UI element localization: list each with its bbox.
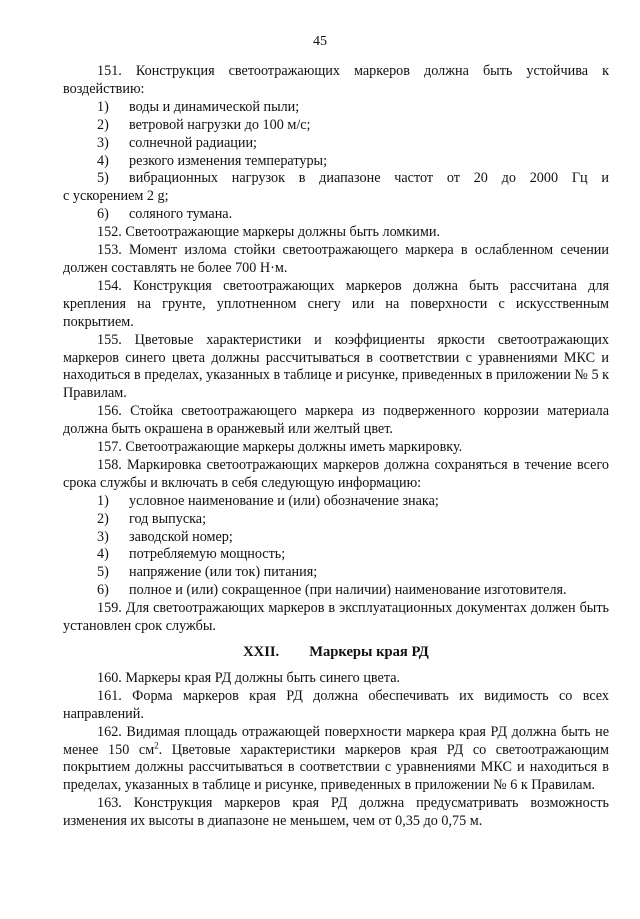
list-item [63, 206, 609, 224]
list-item [63, 117, 609, 135]
paragraph-152: 152. Светоотражающие маркеры должны быть ломкими. [97, 224, 440, 241]
list-item [63, 582, 609, 600]
list-number: 1) [97, 492, 109, 509]
list-item [63, 529, 609, 547]
list-number: 2) [97, 116, 109, 133]
list-text: заводской номер; [129, 528, 233, 545]
list-number: 4) [97, 152, 109, 169]
paragraph-163: 163. Конструкция маркеров края РД должна предусматривать возможность изменения их высоты в диапазоне не меньшем, чем от 0,35 до 0,75 м. [63, 795, 609, 830]
list-number: 5) [97, 564, 109, 581]
list-number: 1) [97, 98, 109, 115]
list-text: ветровой нагрузки до 100 м/с; [129, 116, 311, 133]
list-text: соляного тумана. [129, 206, 233, 223]
list-item [63, 170, 609, 188]
list-number: 4) [97, 546, 109, 563]
list-text: год выпуска; [129, 510, 207, 527]
list-text: воды и динамической пыли; [129, 98, 300, 115]
document-body [63, 63, 609, 831]
paragraph-155: 155. Цветовые характеристики и коэффициенты яркости светоотражающих маркеров синего цвета должны рассчитываться в соответствии с уравнениями МКС и находиться в пределах, указанных в таблице и рисунке, приведенных в приложении № 5 к Правилам. [63, 331, 609, 402]
paragraph-158: 158. Маркировка светоотражающих маркеров должна сохраняться в течение всего срока службы и включать в себя следующую информацию: [63, 456, 609, 491]
paragraph-157: 157. Светоотражающие маркеры должны иметь маркировку. [97, 439, 463, 456]
paragraph-153: 153. Момент излома стойки светоотражающего маркера в ослабленном сечении должен составлять не более 700 Н·м. [63, 242, 609, 276]
list-item [63, 511, 609, 529]
paragraph-159: 159. Для светоотражающих маркеров в эксплуатационных документах должен быть установлен срок службы. [63, 600, 609, 635]
paragraph-154: 154. Конструкция светоотражающих маркеров должна быть рассчитана для крепления на грунте, уплотненном снегу или на поверхности с искусственным покрытием. [63, 277, 609, 330]
paragraph-162-start: 162. Видимая площадь отражающей поверхности маркера края РД должна быть не менее 150 см [63, 723, 609, 758]
list-item-continuation: с ускорением 2 g; [63, 188, 169, 205]
list-item [63, 135, 609, 153]
section-title: Маркеры края РД [309, 644, 429, 660]
list-number: 3) [97, 528, 109, 545]
paragraph-161: 161. Форма маркеров края РД должна обеспечивать их видимость со всех направлений. [63, 687, 609, 722]
list-item [63, 546, 609, 564]
list-text: условное наименование и (или) обозначение знака; [129, 492, 439, 509]
paragraph-160: 160. Маркеры края РД должны быть синего цвета. [97, 669, 401, 686]
list-number: 2) [97, 510, 109, 527]
section-heading [63, 644, 609, 662]
list-number: 3) [97, 134, 109, 151]
list-number: 5) [97, 170, 109, 187]
page-number: 45 [313, 34, 327, 49]
superscript-2: 2 [154, 739, 159, 750]
list-number: 6) [97, 582, 109, 599]
paragraph-162-end: . Цветовые характеристики маркеров края РД со светоотражающим покрытием должны рассчитываться в соответствии с уравнениями МКС и находиться в пределах, указанных в таблице и рисунке, приведенных в приложении № 6 к Правилам. [63, 741, 609, 794]
list-text: вибрационных нагрузок в диапазоне частот от 20 до 2000 Гц и [129, 170, 609, 187]
list-item [63, 153, 609, 171]
list-item [63, 99, 609, 117]
paragraph-151: 151. Конструкция светоотражающих маркеров должна быть устойчива к воздействию: [63, 63, 609, 97]
list-item [63, 493, 609, 511]
list-text: напряжение (или ток) питания; [129, 564, 318, 581]
paragraph-162 [63, 724, 609, 796]
paragraph-156: 156. Стойка светоотражающего маркера из подверженного коррозии материала должна быть окрашена в оранжевый или желтый цвет. [63, 403, 609, 438]
list-text: потребляемую мощность; [129, 546, 286, 563]
list-number: 6) [97, 206, 109, 223]
list-text: резкого изменения температуры; [129, 152, 328, 169]
list-text: солнечной радиации; [129, 134, 257, 151]
list-text: полное и (или) сокращенное (при наличии) наименование изготовителя. [129, 582, 567, 599]
section-number: XXII. [243, 644, 280, 660]
list-item [63, 564, 609, 582]
